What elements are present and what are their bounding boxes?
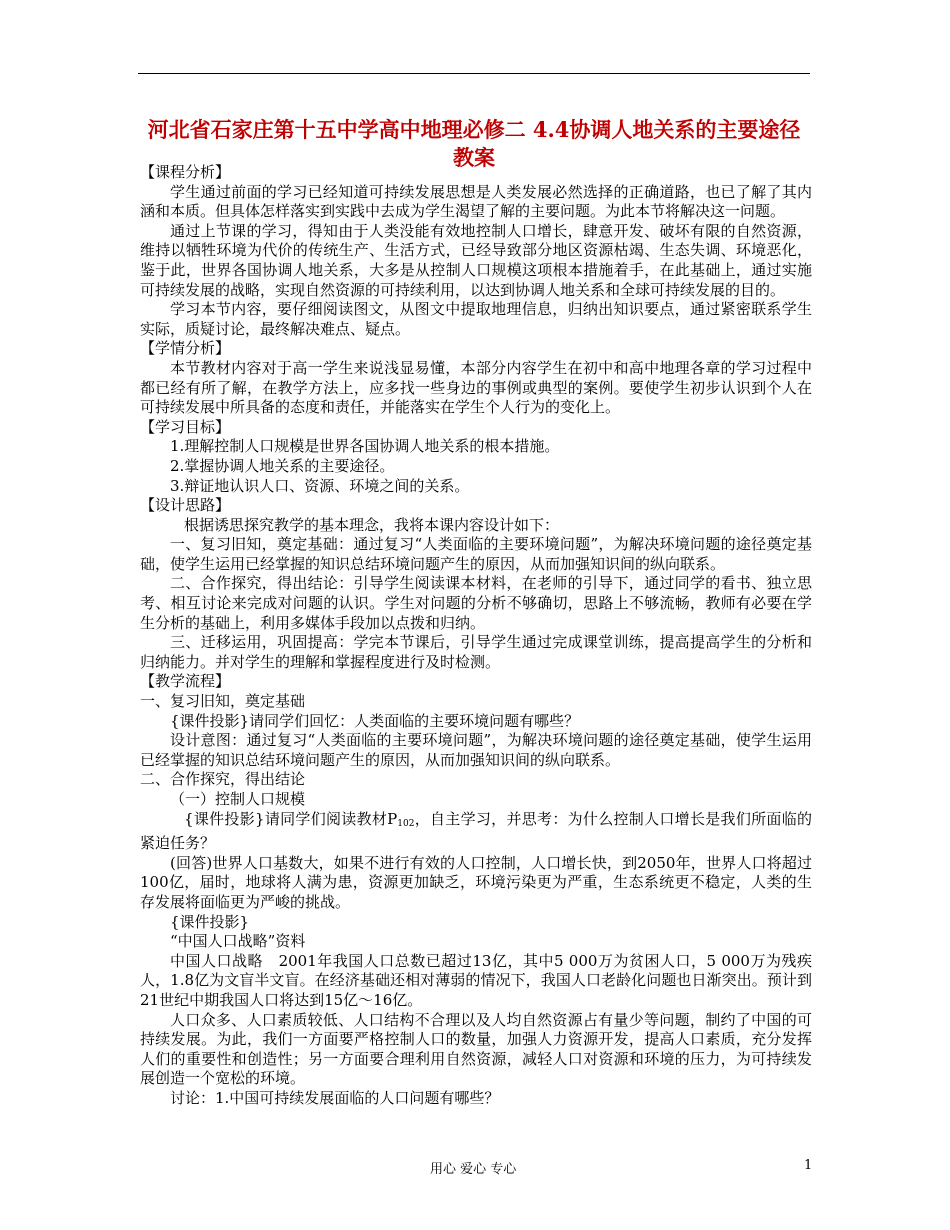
section-heading: 【学习目标】 [140, 417, 231, 436]
header-rule [138, 73, 810, 74]
body-paragraph: {课件投影}请同学们回忆：人类面临的主要环境问题有哪些？ [170, 711, 580, 730]
body-paragraph: 人口众多、人口素质较低、人口结构不合理以及人均自然资源占有量少等问题，制约了中国的可持续发展。为此，我们一方面要严格控制人口的数量，加强人力资源开发，提高人口素质，充分发挥人们的重要性和创造性；另一方面要合理利用自然资源，减轻人口对资源和环境的压力，为可持续发展创造一个宽松的环境。 [140, 1010, 812, 1088]
body-paragraph: 3.辩证地认识人口、资源、环境之间的关系。 [170, 476, 470, 495]
section-heading: 【教学流程】 [140, 672, 231, 691]
body-paragraph: 讨论：1.中国可持续发展面临的人口问题有哪些？ [170, 1088, 500, 1107]
projection-paragraph: {课件投影}请同学们阅读教材$P_{102}$，自主学习，并思考：为什么控制人口增长是我们所面临的紧迫任务？ [140, 809, 812, 853]
body-paragraph: 中国人口战略 2001年我国人口总数已超过13亿，其中5 000万为贫困人口，5 000万为残疾人，1.8亿为文盲半文盲。在经济基础还相对薄弱的情况下，我国人口老龄化问题也日渐突出。预计到21世纪中期我国人口将达到15亿～16亿。 [140, 951, 812, 1009]
body-paragraph: “中国人口战略”资料 [170, 932, 306, 951]
section-heading: 二、合作探究，得出结论 [140, 770, 306, 789]
body-paragraph: 2.掌握协调人地关系的主要途径。 [170, 456, 395, 475]
section-heading: 【课程分析】 [140, 163, 231, 181]
section-heading: 一、复习旧知，奠定基础 [140, 692, 306, 711]
body-paragraph: 三、迁移运用，巩固提高：学完本节课后，引导学生通过完成课堂训练，提高提高学生的分析和归纳能力。并对学生的理解和掌握程度进行及时检测。 [140, 633, 812, 671]
footer-slogan: 用心 爱心 专心 [430, 1162, 517, 1177]
body-paragraph: （一）控制人口规模 [170, 790, 306, 808]
body-paragraph: 设计意图：通过复习“人类面临的主要环境问题”，为解决环境问题的途径奠定基础，使学生运用已经掌握的知识总结环境问题产生的原因，从而加强知识间的纵向联系。 [140, 731, 812, 769]
body-section-1 [140, 163, 812, 810]
body-paragraph: 通过上节课的学习，得知由于人类没能有效地控制人口增长，肆意开发、破坏有限的自然资源，维持以牺牲环境为代价的传统生产、生活方式，已经导致部分地区资源枯竭、生态失调、环境恶化，鉴于此，世界各国协调人地关系，大多是从控制人口规模这项根本措施着手，在此基础上，通过实施可持续发展的战略，实现自然资源的可持续利用，以达到协调人地关系和全球可持续发展的目的。 [140, 221, 812, 299]
section-heading: 【学情分析】 [140, 339, 231, 358]
body-paragraph: 学习本节内容，要仔细阅读图文，从图文中提取地理信息，归纳出知识要点，通过紧密联系学生实际，质疑讨论，最终解决难点、疑点。 [140, 300, 812, 338]
document-title: 河北省石家庄第十五中学高中地理必修二 4.4协调人地关系的主要途径 教案 [147, 117, 801, 170]
section-heading: 【设计思路】 [140, 496, 231, 515]
body-paragraph: 二、合作探究，得出结论：引导学生阅读课本材料，在老师的引导下，通过同学的看书、独立思考、相互讨论来完成对问题的认识。学生对问题的分析不够确切，思路上不够流畅，教师有必要在学生分析的基础上，利用多媒体手段加以点拨和归纳。 [140, 574, 812, 632]
body-paragraph: (回答)世界人口基数大，如果不进行有效的人口控制，人口增长快，到2050年，世界人口将超过100亿，届时，地球将人满为患，资源更加缺乏，环境污染更为严重，生态系统更不稳定，人类的生存发展将面临更为严峻的挑战。 [140, 853, 812, 911]
body-section-2 [140, 854, 812, 1109]
document-body [140, 163, 812, 1109]
body-paragraph: {课件投影} [170, 912, 250, 931]
body-paragraph: 本节教材内容对于高一学生来说浅显易懂，本部分内容学生在初中和高中地理各章的学习过程中都已经有所了解，在教学方法上，应多找一些身边的事例或典型的案例。要使学生初步认识到个人在可持续发展中所具备的态度和责任，并能落实在学生个人行为的变化上。 [140, 358, 812, 417]
body-paragraph: 学生通过前面的学习已经知道可持续发展思想是人类发展必然选择的正确道路，也已了解了其内涵和本质。但具体怎样落实到实践中去成为学生渴望了解的主要问题。为此本节将解决这一问题。 [140, 182, 812, 221]
body-paragraph: 1.理解控制人口规模是世界各国协调人地关系的根本措施。 [170, 437, 560, 456]
body-paragraph: 一、复习旧知，奠定基础：通过复习“人类面临的主要环境问题”，为解决环境问题的途径奠定基础，使学生运用已经掌握的知识总结环境问题产生的原因，从而加强知识间的纵向联系。 [140, 535, 812, 573]
body-paragraph: 根据诱思探究教学的基本理念，我将本课内容设计如下： [184, 515, 560, 534]
page-number: 1 [804, 1158, 813, 1173]
